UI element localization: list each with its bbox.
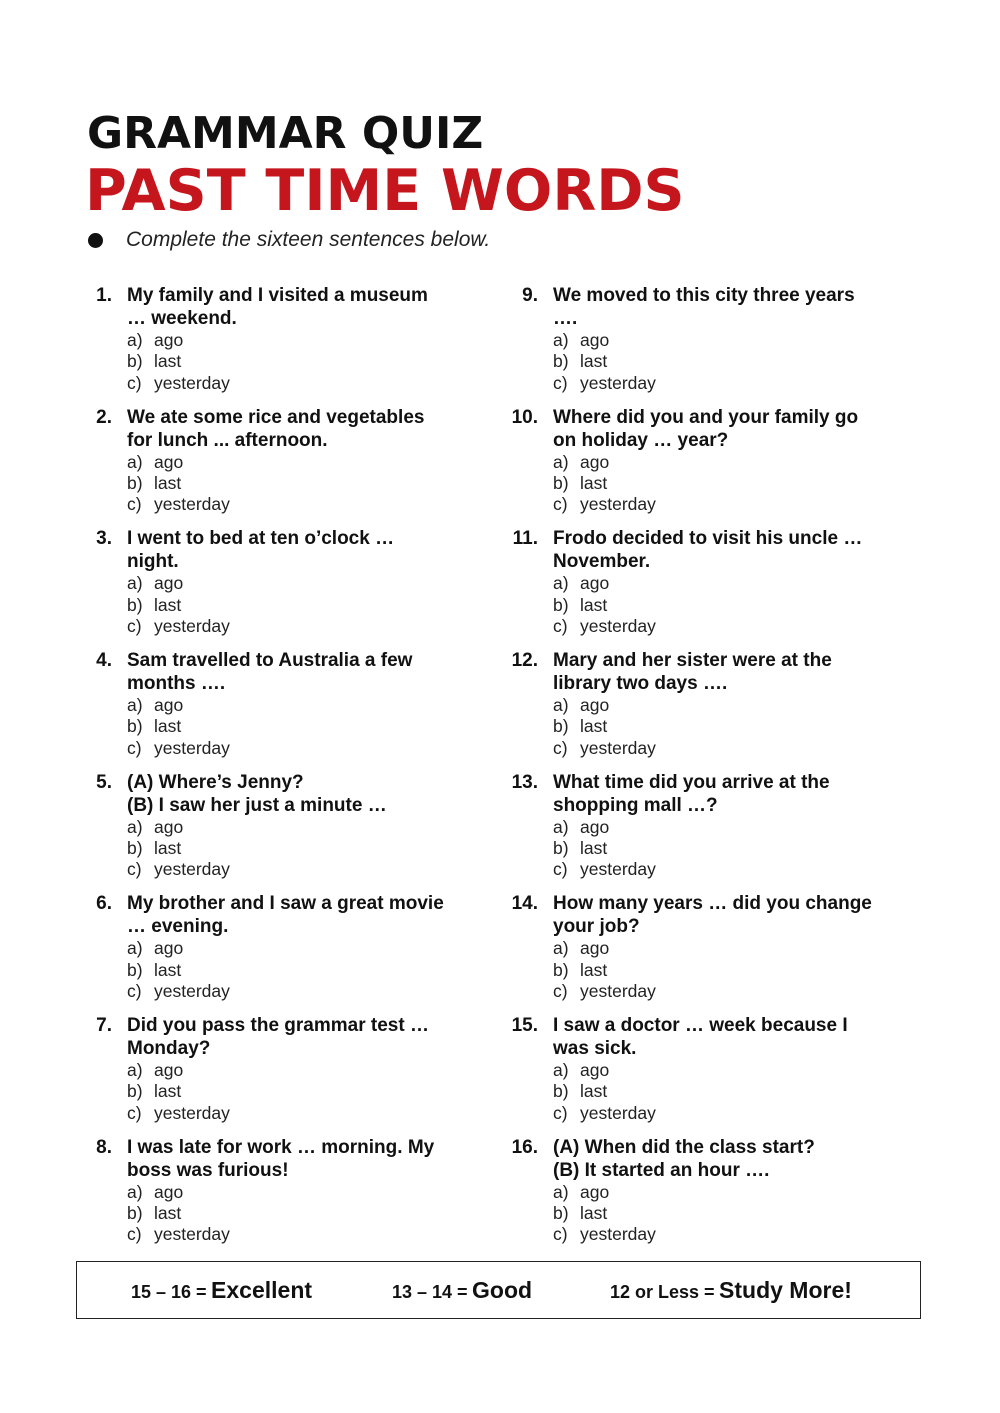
instruction-text: Complete the sixteen sentences below. [126, 228, 491, 251]
question-item [90, 406, 490, 528]
question-text [553, 527, 898, 573]
answer-option[interactable] [553, 695, 656, 716]
option-letter: a) [127, 1060, 143, 1081]
answer-option[interactable] [127, 330, 230, 351]
option-text: last [580, 1203, 608, 1224]
question-line: I saw a doctor … week because I [553, 1015, 848, 1037]
answer-options [127, 452, 230, 516]
question-text [127, 284, 472, 330]
option-letter: b) [553, 959, 569, 980]
option-letter: b) [553, 594, 569, 615]
option-text: ago [154, 1060, 184, 1081]
option-letter: b) [553, 351, 569, 372]
option-letter: a) [553, 573, 569, 594]
question-line: (A) Where’s Jenny? [127, 771, 304, 793]
question-line: Frodo decided to visit his uncle … [553, 528, 863, 550]
question-text [127, 771, 472, 817]
answer-option[interactable] [553, 351, 656, 372]
option-text: ago [580, 695, 610, 716]
answer-option[interactable] [553, 817, 656, 838]
option-letter: a) [127, 330, 143, 350]
option-text: last [154, 472, 182, 493]
option-text: ago [580, 451, 610, 472]
option-letter: a) [127, 1181, 143, 1202]
answer-option[interactable] [127, 595, 230, 616]
option-letter: c) [553, 1102, 568, 1123]
answer-option[interactable] [127, 473, 230, 494]
option-text: yesterday [154, 737, 230, 758]
question-line: … evening. [127, 916, 229, 938]
option-letter: b) [127, 838, 143, 859]
question-item [90, 649, 490, 771]
option-text: yesterday [154, 494, 230, 515]
answer-option[interactable] [127, 981, 230, 1002]
option-letter: c) [553, 859, 568, 880]
question-line: shopping mall …? [553, 794, 718, 816]
score-excellent [131, 1277, 312, 1304]
option-letter: b) [127, 1081, 143, 1102]
option-letter: c) [127, 494, 142, 515]
answer-option[interactable] [553, 1203, 656, 1224]
answer-option[interactable] [127, 716, 230, 737]
question-number: 8. [96, 1136, 112, 1158]
question-number: 12. [511, 650, 538, 672]
option-text: last [580, 351, 608, 372]
question-item [90, 771, 490, 893]
question-text [127, 406, 472, 452]
option-letter: a) [127, 938, 143, 959]
option-letter: c) [553, 1224, 568, 1245]
option-text: last [154, 716, 182, 737]
question-number: 16. [511, 1136, 538, 1158]
question-number: 4. [96, 650, 112, 672]
answer-options [553, 452, 656, 516]
option-text: ago [154, 573, 184, 594]
question-text [553, 1136, 898, 1182]
option-letter: b) [127, 594, 143, 615]
question-number: 7. [96, 1015, 112, 1037]
score-label: Excellent [211, 1277, 313, 1303]
question-line: was sick. [553, 1038, 637, 1060]
question-item [505, 1014, 905, 1136]
answer-option[interactable] [127, 351, 230, 372]
option-text: ago [154, 695, 184, 716]
option-letter: c) [553, 615, 568, 636]
option-letter: b) [127, 1203, 143, 1224]
question-item [505, 892, 905, 1014]
question-item [90, 527, 490, 649]
answer-options [553, 817, 656, 881]
option-text: ago [580, 330, 610, 350]
option-letter: b) [127, 351, 143, 372]
option-letter: c) [127, 981, 142, 1002]
option-text: last [154, 959, 182, 980]
option-text: yesterday [580, 981, 656, 1002]
answer-option[interactable] [127, 1203, 230, 1224]
question-item [505, 771, 905, 893]
question-number: 14. [511, 893, 538, 915]
question-line: on holiday … year? [553, 429, 729, 451]
option-letter: b) [127, 959, 143, 980]
quiz-subtitle: PAST TIME WORDS [85, 158, 685, 224]
option-text: yesterday [580, 615, 656, 636]
answer-option[interactable] [553, 716, 656, 737]
option-text: ago [580, 816, 610, 837]
question-line: November. [553, 551, 651, 573]
question-number: 5. [96, 771, 112, 793]
option-text: yesterday [580, 494, 656, 515]
question-number: 1. [96, 285, 112, 306]
answer-option[interactable] [127, 738, 230, 759]
question-line: How many years … did you change [553, 893, 872, 915]
question-line: (A) When did the class start? [553, 1136, 815, 1158]
question-line: I was late for work … morning. My [127, 1136, 435, 1158]
option-letter: c) [127, 737, 142, 758]
quiz-title: GRAMMAR QUIZ [87, 108, 484, 159]
option-letter: c) [127, 372, 142, 393]
answer-options [127, 695, 230, 759]
instruction [88, 228, 490, 252]
answer-option[interactable] [127, 1224, 230, 1245]
answer-options [127, 330, 230, 394]
answer-option[interactable] [127, 616, 230, 637]
option-text: last [580, 959, 608, 980]
question-number: 9. [522, 285, 538, 306]
option-text: last [580, 716, 608, 737]
score-label: Study More! [719, 1277, 852, 1303]
answer-option[interactable] [553, 1060, 656, 1081]
option-text: ago [580, 1181, 610, 1202]
answer-option[interactable] [553, 859, 656, 880]
answer-options [553, 695, 656, 759]
option-letter: a) [553, 816, 569, 837]
option-letter: b) [127, 716, 143, 737]
option-text: yesterday [154, 615, 230, 636]
score-range: 13 – 14 = [392, 1282, 468, 1302]
answer-options [553, 573, 656, 637]
option-letter: a) [553, 1060, 569, 1081]
answer-option[interactable] [553, 738, 656, 759]
question-line: My brother and I saw a great movie [127, 893, 444, 915]
question-line: Monday? [127, 1038, 211, 1060]
question-line: … weekend. [127, 308, 237, 329]
option-letter: b) [127, 472, 143, 493]
question-item [505, 649, 905, 771]
question-text [553, 406, 898, 452]
answer-option[interactable] [553, 838, 656, 859]
question-line: I went to bed at ten o’clock … [127, 528, 395, 550]
answer-option[interactable] [127, 1103, 230, 1124]
option-text: last [154, 594, 182, 615]
question-text [127, 1136, 472, 1182]
question-item [505, 406, 905, 528]
question-line: What time did you arrive at the [553, 771, 830, 793]
answer-option[interactable] [553, 960, 656, 981]
option-letter: c) [127, 1102, 142, 1123]
option-text: yesterday [580, 859, 656, 880]
answer-option[interactable] [553, 1103, 656, 1124]
answer-option[interactable] [127, 1060, 230, 1081]
answer-option[interactable] [553, 452, 656, 473]
question-number: 15. [511, 1015, 538, 1037]
option-letter: c) [127, 1224, 142, 1245]
score-range: 15 – 16 = [131, 1282, 207, 1302]
answer-option[interactable] [127, 695, 230, 716]
option-text: ago [154, 816, 184, 837]
answer-option[interactable] [553, 494, 656, 515]
option-letter: a) [127, 573, 143, 594]
option-letter: a) [553, 451, 569, 472]
question-text [127, 1014, 472, 1060]
question-line: Did you pass the grammar test … [127, 1015, 429, 1037]
option-letter: a) [553, 695, 569, 716]
questions-right-column [505, 284, 905, 1258]
option-text: ago [154, 451, 184, 472]
question-line: Mary and her sister were at the [553, 650, 832, 672]
option-text: yesterday [580, 1102, 656, 1123]
option-text: last [154, 351, 182, 372]
answer-option[interactable] [127, 573, 230, 594]
question-item [90, 1136, 490, 1258]
answer-option[interactable] [127, 838, 230, 859]
question-number: 6. [96, 893, 112, 915]
question-line: for lunch ... afternoon. [127, 429, 328, 451]
question-line: night. [127, 551, 179, 573]
question-line: We ate some rice and vegetables [127, 406, 425, 428]
question-line: Where did you and your family go [553, 406, 859, 428]
question-text [553, 1014, 898, 1060]
option-text: yesterday [154, 981, 230, 1002]
option-text: yesterday [154, 1224, 230, 1245]
question-number: 10. [511, 406, 538, 428]
option-text: last [580, 1081, 608, 1102]
answer-option[interactable] [127, 1182, 230, 1203]
option-text: ago [580, 938, 610, 959]
question-item [505, 527, 905, 649]
answer-options [553, 1060, 656, 1124]
option-text: last [154, 838, 182, 859]
answer-options [127, 817, 230, 881]
answer-option[interactable] [553, 1182, 656, 1203]
option-letter: a) [553, 330, 569, 350]
question-line: My family and I visited a museum [127, 285, 428, 306]
question-item [505, 284, 905, 406]
question-line: (B) I saw her just a minute … [127, 794, 387, 816]
answer-option[interactable] [553, 981, 656, 1002]
answer-options [553, 938, 656, 1002]
score-label: Good [472, 1277, 533, 1303]
option-letter: a) [553, 1181, 569, 1202]
answer-option[interactable] [127, 859, 230, 880]
question-item [505, 1136, 905, 1258]
answer-option[interactable] [553, 595, 656, 616]
answer-option[interactable] [127, 938, 230, 959]
option-letter: b) [553, 838, 569, 859]
answer-option[interactable] [553, 573, 656, 594]
question-text [127, 527, 472, 573]
answer-option[interactable] [127, 452, 230, 473]
question-line: boss was furious! [127, 1159, 289, 1181]
answer-option[interactable] [127, 1081, 230, 1102]
answer-options [553, 330, 656, 394]
question-item [90, 284, 490, 406]
question-text [553, 771, 898, 817]
option-text: ago [154, 938, 184, 959]
scoring-box [76, 1261, 921, 1319]
option-letter: c) [553, 737, 568, 758]
option-letter: c) [553, 372, 568, 393]
answer-options [127, 938, 230, 1002]
answer-option[interactable] [553, 330, 656, 351]
option-letter: b) [553, 1203, 569, 1224]
answer-option[interactable] [553, 1081, 656, 1102]
question-line: library two days …. [553, 673, 728, 695]
question-item [90, 1014, 490, 1136]
answer-options [553, 1182, 656, 1246]
bullet-icon [88, 233, 103, 248]
answer-option[interactable] [553, 938, 656, 959]
answer-options [127, 1182, 230, 1246]
option-letter: b) [553, 716, 569, 737]
question-line: your job? [553, 916, 640, 938]
question-line: We moved to this city three years [553, 285, 855, 306]
answer-option[interactable] [127, 960, 230, 981]
option-letter: a) [127, 695, 143, 716]
question-number: 13. [511, 771, 538, 793]
option-text: yesterday [154, 372, 230, 393]
answer-option[interactable] [553, 616, 656, 637]
score-study-more [610, 1277, 852, 1304]
score-range: 12 or Less = [610, 1282, 715, 1302]
question-text [553, 649, 898, 695]
answer-option[interactable] [553, 1224, 656, 1245]
option-text: last [580, 838, 608, 859]
option-text: yesterday [580, 1224, 656, 1245]
question-text [553, 892, 898, 938]
answer-option[interactable] [553, 473, 656, 494]
answer-option[interactable] [127, 817, 230, 838]
question-text [127, 649, 472, 695]
option-letter: c) [553, 981, 568, 1002]
question-line: (B) It started an hour …. [553, 1159, 770, 1181]
question-item [90, 892, 490, 1014]
answer-option[interactable] [553, 373, 656, 394]
option-letter: a) [127, 816, 143, 837]
option-letter: c) [127, 859, 142, 880]
question-line: Sam travelled to Australia a few [127, 650, 413, 672]
question-number: 3. [96, 528, 112, 550]
option-letter: a) [553, 938, 569, 959]
option-letter: a) [127, 451, 143, 472]
question-text [127, 892, 472, 938]
answer-options [127, 1060, 230, 1124]
option-text: last [580, 472, 608, 493]
option-text: ago [154, 1181, 184, 1202]
option-text: ago [580, 1060, 610, 1081]
option-letter: b) [553, 472, 569, 493]
option-text: ago [580, 573, 610, 594]
question-number: 2. [96, 406, 112, 428]
option-text: yesterday [580, 737, 656, 758]
answer-options [127, 573, 230, 637]
option-text: ago [154, 330, 184, 350]
option-text: yesterday [154, 859, 230, 880]
option-text: yesterday [154, 1102, 230, 1123]
option-text: yesterday [580, 372, 656, 393]
questions-left-column [90, 284, 490, 1258]
option-text: last [154, 1203, 182, 1224]
answer-option[interactable] [127, 494, 230, 515]
score-good [392, 1277, 532, 1304]
option-letter: c) [553, 494, 568, 515]
question-text [553, 284, 898, 330]
answer-option[interactable] [127, 373, 230, 394]
option-text: last [154, 1081, 182, 1102]
question-line: months …. [127, 673, 226, 695]
option-letter: b) [553, 1081, 569, 1102]
option-letter: c) [127, 615, 142, 636]
question-line: …. [553, 308, 578, 329]
question-number: 11. [512, 528, 538, 550]
option-text: last [580, 594, 608, 615]
